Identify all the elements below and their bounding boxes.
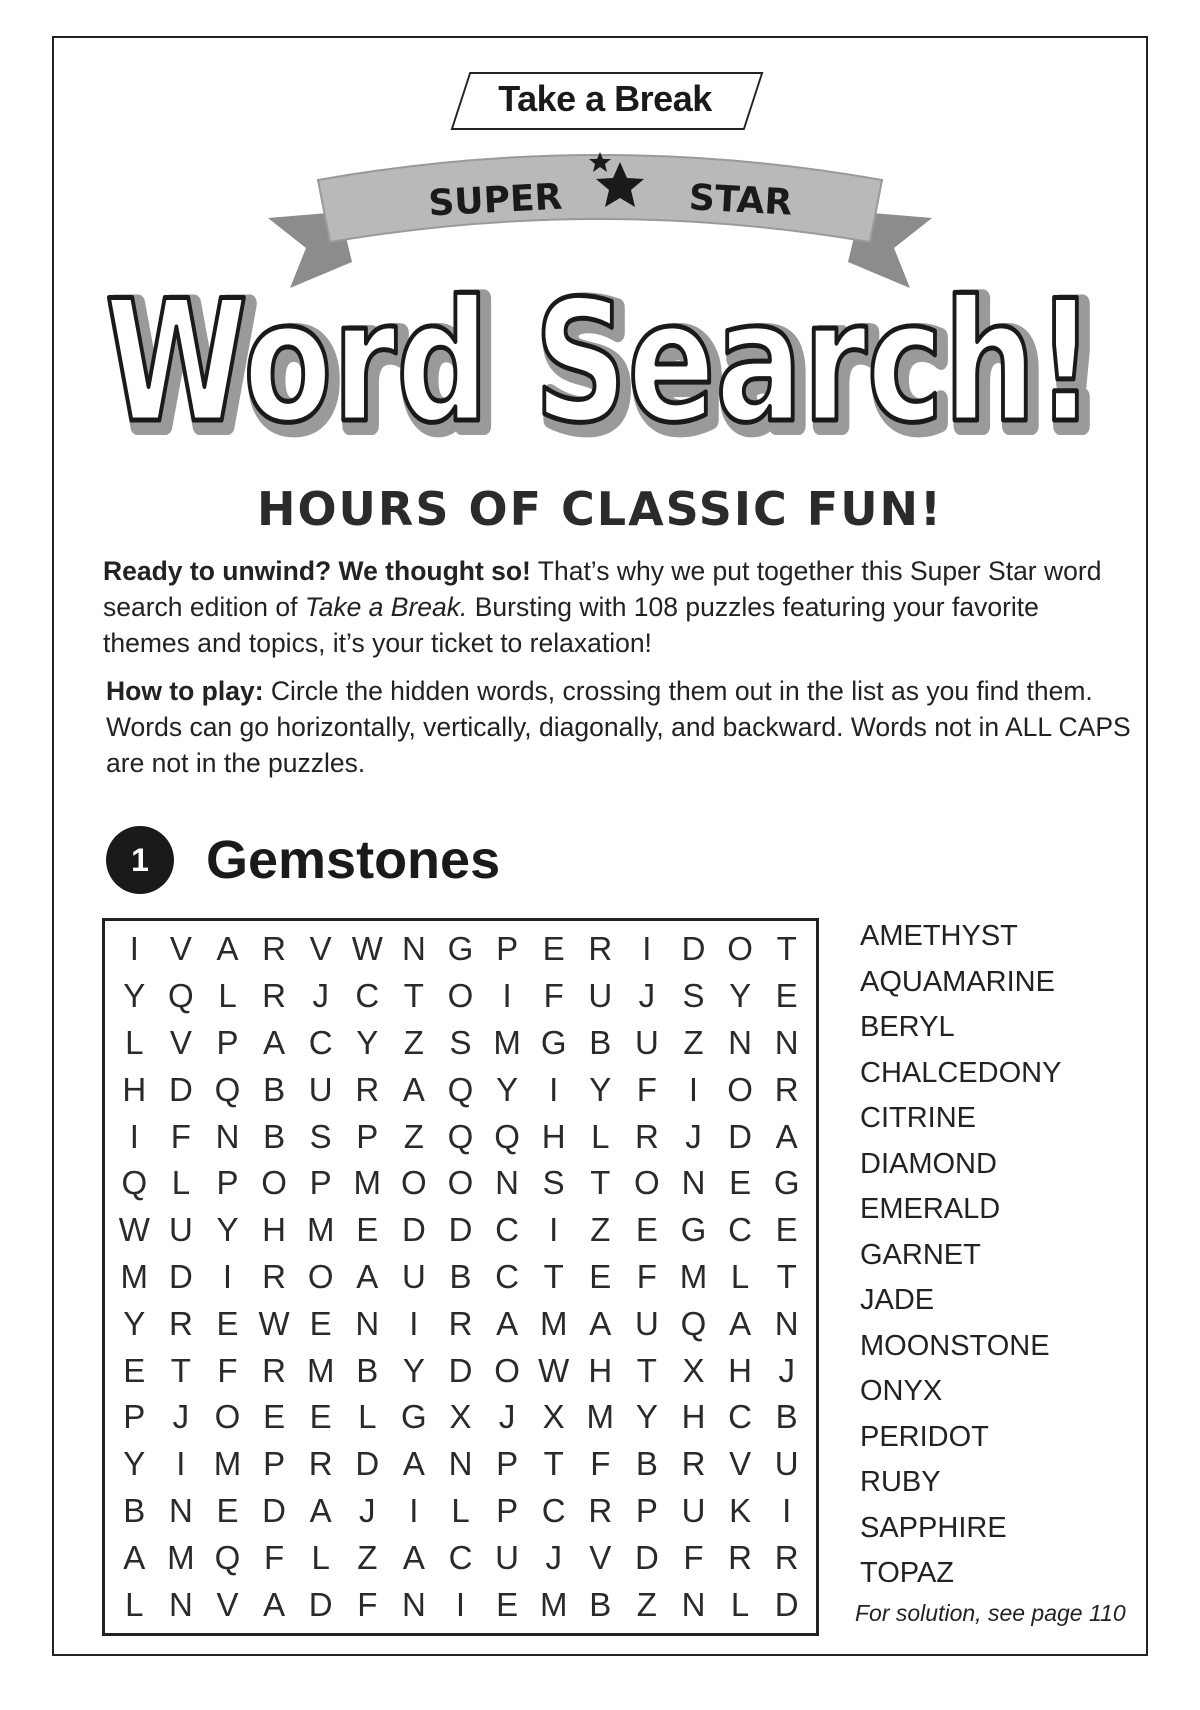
grid-cell[interactable]: D — [355, 1445, 380, 1483]
grid-cell[interactable]: O — [214, 1398, 241, 1436]
grid-cell[interactable]: L — [125, 1585, 144, 1623]
grid-cell[interactable]: Y — [123, 1304, 146, 1342]
word-list-item: MOONSTONE — [860, 1329, 1050, 1362]
grid-cell[interactable]: P — [496, 930, 519, 968]
grid-cell[interactable]: V — [309, 930, 332, 968]
grid-cell[interactable]: C — [495, 1257, 520, 1295]
grid-cell[interactable]: V — [589, 1538, 612, 1576]
grid-cell[interactable]: N — [355, 1304, 380, 1342]
grid-cell[interactable]: E — [123, 1351, 146, 1389]
grid-cell[interactable]: D — [308, 1585, 333, 1623]
grid-cell[interactable]: A — [123, 1538, 146, 1576]
grid-cell[interactable]: J — [312, 977, 329, 1015]
grid-cell[interactable]: Z — [403, 1117, 424, 1155]
ribbon-body — [318, 155, 882, 242]
grid-cell[interactable]: R — [262, 977, 287, 1015]
grid-cell[interactable]: A — [309, 1491, 332, 1529]
grid-cell[interactable]: Q — [214, 1070, 241, 1108]
grid-cell[interactable]: L — [730, 1257, 750, 1295]
grid-cell[interactable]: X — [449, 1398, 472, 1436]
grid-cell[interactable]: N — [495, 1164, 520, 1202]
grid-cell[interactable]: P — [635, 1491, 658, 1529]
grid-cell[interactable]: T — [543, 1445, 564, 1483]
grid-cell[interactable]: P — [123, 1398, 146, 1436]
grid-cell[interactable]: I — [782, 1491, 792, 1529]
grid-cell[interactable]: V — [729, 1445, 752, 1483]
grid-cell[interactable]: N — [681, 1585, 706, 1623]
grid-cell[interactable]: E — [263, 1398, 286, 1436]
grid-cell[interactable]: I — [129, 930, 139, 968]
grid-cell[interactable]: I — [222, 1257, 233, 1295]
grid-cell[interactable]: D — [448, 1351, 473, 1389]
brand-tag — [0, 72, 1200, 132]
grid-cell[interactable]: G — [401, 1398, 427, 1436]
grid-cell[interactable]: B — [589, 1023, 612, 1061]
intro-lead: Ready to unwind? We thought so! — [103, 556, 531, 586]
grid-cell[interactable]: P — [263, 1445, 286, 1483]
grid-cell[interactable]: T — [170, 1351, 191, 1389]
grid-cell[interactable]: L — [218, 977, 237, 1015]
grid-cell[interactable]: E — [775, 977, 798, 1015]
grid-cell[interactable]: G — [540, 1023, 567, 1061]
grid-cell[interactable]: R — [262, 930, 287, 968]
word-list-item: CITRINE — [860, 1102, 976, 1134]
grid-cell[interactable]: N — [774, 1023, 799, 1061]
grid-cell[interactable]: D — [401, 1211, 426, 1249]
grid-cell[interactable]: N — [681, 1164, 706, 1202]
grid-cell[interactable]: I — [549, 1070, 559, 1108]
grid-cell[interactable]: I — [409, 1304, 419, 1342]
grid-cell[interactable]: D — [728, 1117, 753, 1155]
grid-cell[interactable]: A — [496, 1304, 519, 1342]
word-list-item: SAPPHIRE — [860, 1511, 1007, 1544]
grid-cell[interactable]: W — [538, 1351, 570, 1389]
grid-cell[interactable]: Z — [357, 1538, 378, 1576]
grid-cell[interactable]: E — [216, 1491, 239, 1529]
grid-cell[interactable]: R — [774, 1070, 799, 1108]
grid-cell[interactable]: Y — [123, 977, 146, 1015]
grid-cell[interactable]: D — [634, 1538, 659, 1576]
grid-cell[interactable]: P — [216, 1164, 239, 1202]
grid-cell[interactable]: R — [588, 1491, 613, 1529]
grid-cell[interactable]: M — [167, 1538, 195, 1576]
grid-cell[interactable]: O — [494, 1351, 520, 1389]
grid-cell[interactable]: Y — [123, 1445, 146, 1483]
grid-cell[interactable]: F — [357, 1585, 378, 1623]
grid-cell[interactable]: U — [681, 1491, 706, 1529]
grid-cell[interactable]: R — [355, 1070, 380, 1108]
grid-cell[interactable]: T — [543, 1257, 564, 1295]
grid-cell[interactable]: I — [455, 1585, 466, 1623]
grid-cell[interactable]: M — [539, 1304, 568, 1342]
grid-cell[interactable]: O — [261, 1164, 287, 1202]
grid-cell[interactable]: U — [774, 1445, 799, 1483]
how-to-play — [106, 673, 1136, 781]
grid-cell[interactable]: C — [495, 1211, 520, 1249]
grid-cell[interactable]: R — [681, 1445, 706, 1483]
grid-cell[interactable]: M — [353, 1164, 382, 1202]
word-list-item: RUBY — [860, 1466, 941, 1498]
grid-cell[interactable]: A — [402, 1070, 425, 1108]
grid-cell[interactable]: D — [448, 1211, 473, 1249]
grid-cell[interactable]: R — [634, 1117, 659, 1155]
grid-cell[interactable]: A — [402, 1538, 425, 1576]
grid-cell[interactable]: N — [774, 1304, 799, 1342]
grid-cell[interactable]: J — [778, 1351, 795, 1389]
grid-cell[interactable]: J — [172, 1398, 190, 1436]
grid-cell[interactable]: G — [447, 930, 474, 968]
grid-cell[interactable]: D — [681, 930, 706, 968]
grid-cell[interactable]: F — [590, 1445, 611, 1483]
grid-cell[interactable]: B — [589, 1585, 612, 1623]
word-list-item: AQUAMARINE — [860, 965, 1055, 998]
grid-cell[interactable]: U — [401, 1257, 426, 1295]
grid-cell[interactable]: W — [258, 1304, 290, 1342]
intro-paragraph — [103, 553, 1113, 661]
grid-cell[interactable]: E — [589, 1257, 612, 1295]
ribbon-banner — [0, 140, 1200, 290]
grid-cell[interactable]: Y — [356, 1023, 379, 1061]
grid-cell[interactable]: U — [634, 1304, 659, 1342]
grid-cell[interactable]: Y — [402, 1351, 425, 1389]
grid-cell[interactable]: Z — [590, 1211, 611, 1249]
grid-cell[interactable]: E — [309, 1304, 332, 1342]
grid-cell[interactable]: O — [447, 1164, 474, 1202]
grid-cell[interactable]: G — [773, 1164, 800, 1202]
solution-note: For solution, see page 110 — [855, 1600, 1126, 1626]
grid-cell[interactable]: Y — [635, 1398, 658, 1436]
grid-cell[interactable]: P — [216, 1023, 239, 1061]
intro-italic: Take a Break. — [304, 592, 468, 622]
grid-cell[interactable]: J — [359, 1491, 376, 1529]
intro-text-1: That’s why we put together this Super Star word search edition of — [103, 556, 1102, 622]
grid-cell[interactable]: O — [401, 1164, 427, 1202]
grid-cell[interactable]: M — [493, 1023, 521, 1061]
grid-cell[interactable]: W — [118, 1211, 150, 1249]
grid-cell[interactable]: Q — [214, 1538, 241, 1576]
word-list-item: ONYX — [860, 1375, 943, 1407]
grid-cell[interactable]: L — [358, 1398, 377, 1436]
grid-cell[interactable]: M — [539, 1585, 568, 1623]
grid-cell[interactable]: N — [401, 930, 426, 968]
grid-cell[interactable]: Z — [403, 1023, 424, 1061]
grid-cell[interactable]: B — [635, 1445, 658, 1483]
grid-cell[interactable]: B — [123, 1491, 146, 1529]
word-list-item: DIAMOND — [860, 1147, 997, 1180]
grid-cell[interactable]: S — [682, 977, 705, 1015]
grid-cell[interactable]: Z — [683, 1023, 704, 1061]
letter-grid — [102, 918, 819, 1636]
grid-cell[interactable]: Z — [636, 1585, 657, 1623]
grid-cell[interactable]: Q — [168, 977, 194, 1015]
grid-cell[interactable]: E — [729, 1164, 752, 1202]
brand-name: Take a Break — [498, 78, 712, 119]
grid-cell[interactable]: X — [682, 1351, 705, 1389]
grid-cell[interactable]: O — [727, 1070, 753, 1108]
grid-cell[interactable]: U — [588, 977, 613, 1015]
banner-star-text: STAR — [687, 177, 794, 224]
grid-cell[interactable]: I — [409, 1491, 419, 1529]
grid-cell[interactable]: F — [264, 1538, 285, 1576]
word-list-item: CHALCEDONY — [860, 1056, 1062, 1089]
grid-cell[interactable]: Y — [729, 977, 752, 1015]
grid-cell[interactable]: I — [549, 1211, 559, 1249]
word-list-item: BERYL — [860, 1011, 955, 1043]
grid-cell[interactable]: N — [728, 1023, 753, 1061]
grid-cell[interactable]: F — [170, 1117, 191, 1155]
title-shadow: Word Search! — [111, 270, 1101, 466]
grid-cell[interactable]: O — [634, 1164, 660, 1202]
grid-cell[interactable]: R — [588, 930, 613, 968]
intro-text-2: Bursting with 108 puzzles featuring your favorite themes and topics, it’s your ticket to relaxation! — [103, 592, 1039, 658]
how-to-label: How to play: — [106, 676, 264, 706]
grid-cell[interactable]: U — [168, 1211, 193, 1249]
grid-cell[interactable]: Q — [447, 1117, 474, 1155]
grid-cell[interactable]: Q — [680, 1304, 707, 1342]
grid-cell[interactable]: F — [543, 977, 564, 1015]
grid-cell[interactable]: R — [262, 1257, 287, 1295]
grid-cell[interactable]: M — [213, 1445, 242, 1483]
grid-cell[interactable]: H — [262, 1211, 287, 1249]
grid-cell[interactable]: B — [356, 1351, 379, 1389]
grid-cell[interactable]: A — [729, 1304, 752, 1342]
grid-cell[interactable]: P — [496, 1491, 519, 1529]
grid-cell[interactable]: J — [498, 1398, 516, 1436]
banner-super-text: SUPER — [427, 176, 564, 225]
grid-cell[interactable]: P — [309, 1164, 332, 1202]
grid-cell[interactable]: M — [306, 1211, 335, 1249]
grid-cell[interactable]: R — [308, 1445, 333, 1483]
word-list-item: EMERALD — [860, 1193, 1001, 1225]
grid-cell[interactable]: K — [729, 1491, 752, 1529]
grid-cell[interactable]: H — [681, 1398, 706, 1436]
grid-cell[interactable]: P — [496, 1445, 519, 1483]
grid-cell[interactable]: M — [679, 1257, 708, 1295]
grid-cell[interactable]: B — [449, 1257, 472, 1295]
grid-cell[interactable]: D — [774, 1585, 799, 1623]
grid-cell[interactable]: I — [642, 930, 652, 968]
grid-cell[interactable]: L — [591, 1117, 610, 1155]
grid-cell[interactable]: A — [589, 1304, 612, 1342]
grid-cell[interactable]: R — [168, 1304, 193, 1342]
grid-cell[interactable]: D — [262, 1491, 287, 1529]
grid-cell[interactable]: N — [215, 1117, 240, 1155]
grid-cell[interactable]: T — [636, 1351, 657, 1389]
grid-cell[interactable]: A — [402, 1445, 425, 1483]
how-to-text: Circle the hidden words, crossing them out in the list as you find them. Words can go horizontally, vertically, diagonally, and backward. Words not in ALL CAPS are not in the puzzles. — [106, 676, 1131, 778]
grid-cell[interactable]: H — [588, 1351, 613, 1389]
grid-cell[interactable]: D — [168, 1257, 193, 1295]
grid-cell[interactable]: V — [216, 1585, 239, 1623]
grid-cell[interactable]: C — [728, 1398, 753, 1436]
grid-cell[interactable]: U — [634, 1023, 659, 1061]
grid-cell[interactable]: A — [356, 1257, 379, 1295]
grid-cell[interactable]: Y — [496, 1070, 519, 1108]
grid-cell[interactable]: E — [775, 1211, 798, 1249]
grid-cell[interactable]: O — [447, 977, 474, 1015]
grid-cell[interactable]: B — [263, 1070, 286, 1108]
grid-cell[interactable]: U — [495, 1538, 520, 1576]
subtitle: HOURS OF CLASSIC FUN! — [256, 482, 944, 536]
grid-cell[interactable]: H — [122, 1070, 147, 1108]
grid-cell[interactable]: L — [311, 1538, 330, 1576]
grid-cell[interactable]: A — [263, 1023, 286, 1061]
word-list-item: GARNET — [860, 1238, 981, 1271]
grid-cell[interactable]: L — [171, 1164, 191, 1202]
grid-cell[interactable]: T — [776, 1257, 797, 1295]
grid-cell[interactable]: I — [502, 977, 512, 1015]
grid-cell[interactable]: S — [309, 1117, 332, 1155]
grid-cell[interactable]: A — [775, 1117, 798, 1155]
grid-cell[interactable]: C — [355, 977, 380, 1015]
grid-cell[interactable]: F — [636, 1257, 657, 1295]
puzzle-title: Gemstones — [206, 830, 501, 890]
grid-cell[interactable]: R — [448, 1304, 473, 1342]
grid-cell[interactable]: F — [217, 1351, 238, 1389]
word-list-item: AMETHYST — [860, 920, 1018, 952]
grid-cell[interactable]: N — [401, 1585, 426, 1623]
grid-cell[interactable]: E — [496, 1585, 519, 1623]
grid-cell[interactable]: A — [216, 930, 239, 968]
grid-cell[interactable]: P — [356, 1117, 379, 1155]
grid-cell[interactable]: H — [541, 1117, 566, 1155]
word-list-item: TOPAZ — [860, 1557, 954, 1589]
puzzle-number-badge: 1 — [106, 826, 174, 894]
grid-cell[interactable]: B — [775, 1398, 798, 1436]
grid-cell[interactable]: D — [168, 1070, 193, 1108]
grid-cell[interactable]: Q — [494, 1117, 520, 1155]
grid-cell[interactable]: J — [685, 1117, 702, 1155]
grid-cell[interactable]: E — [635, 1211, 658, 1249]
grid-cell[interactable]: M — [306, 1351, 335, 1389]
grid-cell[interactable]: Y — [216, 1211, 239, 1249]
grid-cell[interactable]: L — [125, 1023, 144, 1061]
grid-cell[interactable]: L — [730, 1585, 750, 1623]
grid-cell[interactable]: I — [129, 1117, 139, 1155]
grid-cell[interactable]: E — [356, 1211, 379, 1249]
grid-cell[interactable]: C — [448, 1538, 473, 1576]
grid-cell[interactable]: X — [542, 1398, 565, 1436]
grid-cell[interactable]: L — [451, 1491, 470, 1529]
grid-cell[interactable]: N — [448, 1445, 473, 1483]
grid-cell[interactable]: Q — [447, 1070, 474, 1108]
grid-cell[interactable]: S — [542, 1164, 565, 1202]
grid-cell[interactable]: G — [680, 1211, 707, 1249]
grid-cell[interactable]: C — [541, 1491, 566, 1529]
grid-cell[interactable]: U — [308, 1070, 333, 1108]
grid-cell[interactable]: F — [683, 1538, 704, 1576]
grid-cell[interactable]: Y — [589, 1070, 612, 1108]
grid-cell[interactable]: N — [168, 1585, 193, 1623]
grid-cell[interactable]: I — [176, 1445, 186, 1483]
word-list-item: PERIDOT — [860, 1420, 989, 1453]
grid-cell[interactable]: M — [586, 1398, 615, 1436]
grid-cell[interactable]: E — [309, 1398, 332, 1436]
grid-cell[interactable]: V — [169, 930, 192, 968]
grid-cell[interactable]: F — [636, 1070, 657, 1108]
grid-cell[interactable]: E — [216, 1304, 239, 1342]
grid-cell[interactable]: O — [727, 930, 753, 968]
page-title: Word Search! — [105, 270, 1095, 460]
grid-cell[interactable]: S — [449, 1023, 472, 1061]
grid-cell[interactable]: T — [403, 977, 424, 1015]
grid-cell[interactable]: A — [263, 1585, 286, 1623]
grid-cell[interactable]: R — [728, 1538, 753, 1576]
grid-cell[interactable]: J — [638, 977, 656, 1015]
grid-cell[interactable]: C — [308, 1023, 333, 1061]
grid-cell[interactable]: R — [774, 1538, 799, 1576]
word-list-item: JADE — [860, 1284, 935, 1316]
word-list — [860, 914, 1150, 1597]
grid-cell[interactable]: O — [307, 1257, 334, 1295]
grid-cell[interactable]: R — [262, 1351, 287, 1389]
grid-cell[interactable]: H — [728, 1351, 753, 1389]
grid-cell[interactable]: M — [120, 1257, 149, 1295]
title-graphic — [0, 270, 1200, 470]
grid-cell[interactable]: W — [351, 930, 383, 968]
grid-cell[interactable]: B — [263, 1117, 286, 1155]
grid-cell[interactable]: J — [545, 1538, 562, 1576]
grid-cell[interactable]: Q — [121, 1164, 148, 1202]
grid-cell[interactable]: T — [776, 930, 797, 968]
grid-cell[interactable]: I — [688, 1070, 699, 1108]
grid-cell[interactable]: C — [728, 1211, 753, 1249]
grid-cell[interactable]: V — [169, 1023, 192, 1061]
grid-cell[interactable]: T — [590, 1164, 611, 1202]
grid-cell[interactable]: N — [168, 1491, 193, 1529]
grid-cell[interactable]: E — [542, 930, 565, 968]
